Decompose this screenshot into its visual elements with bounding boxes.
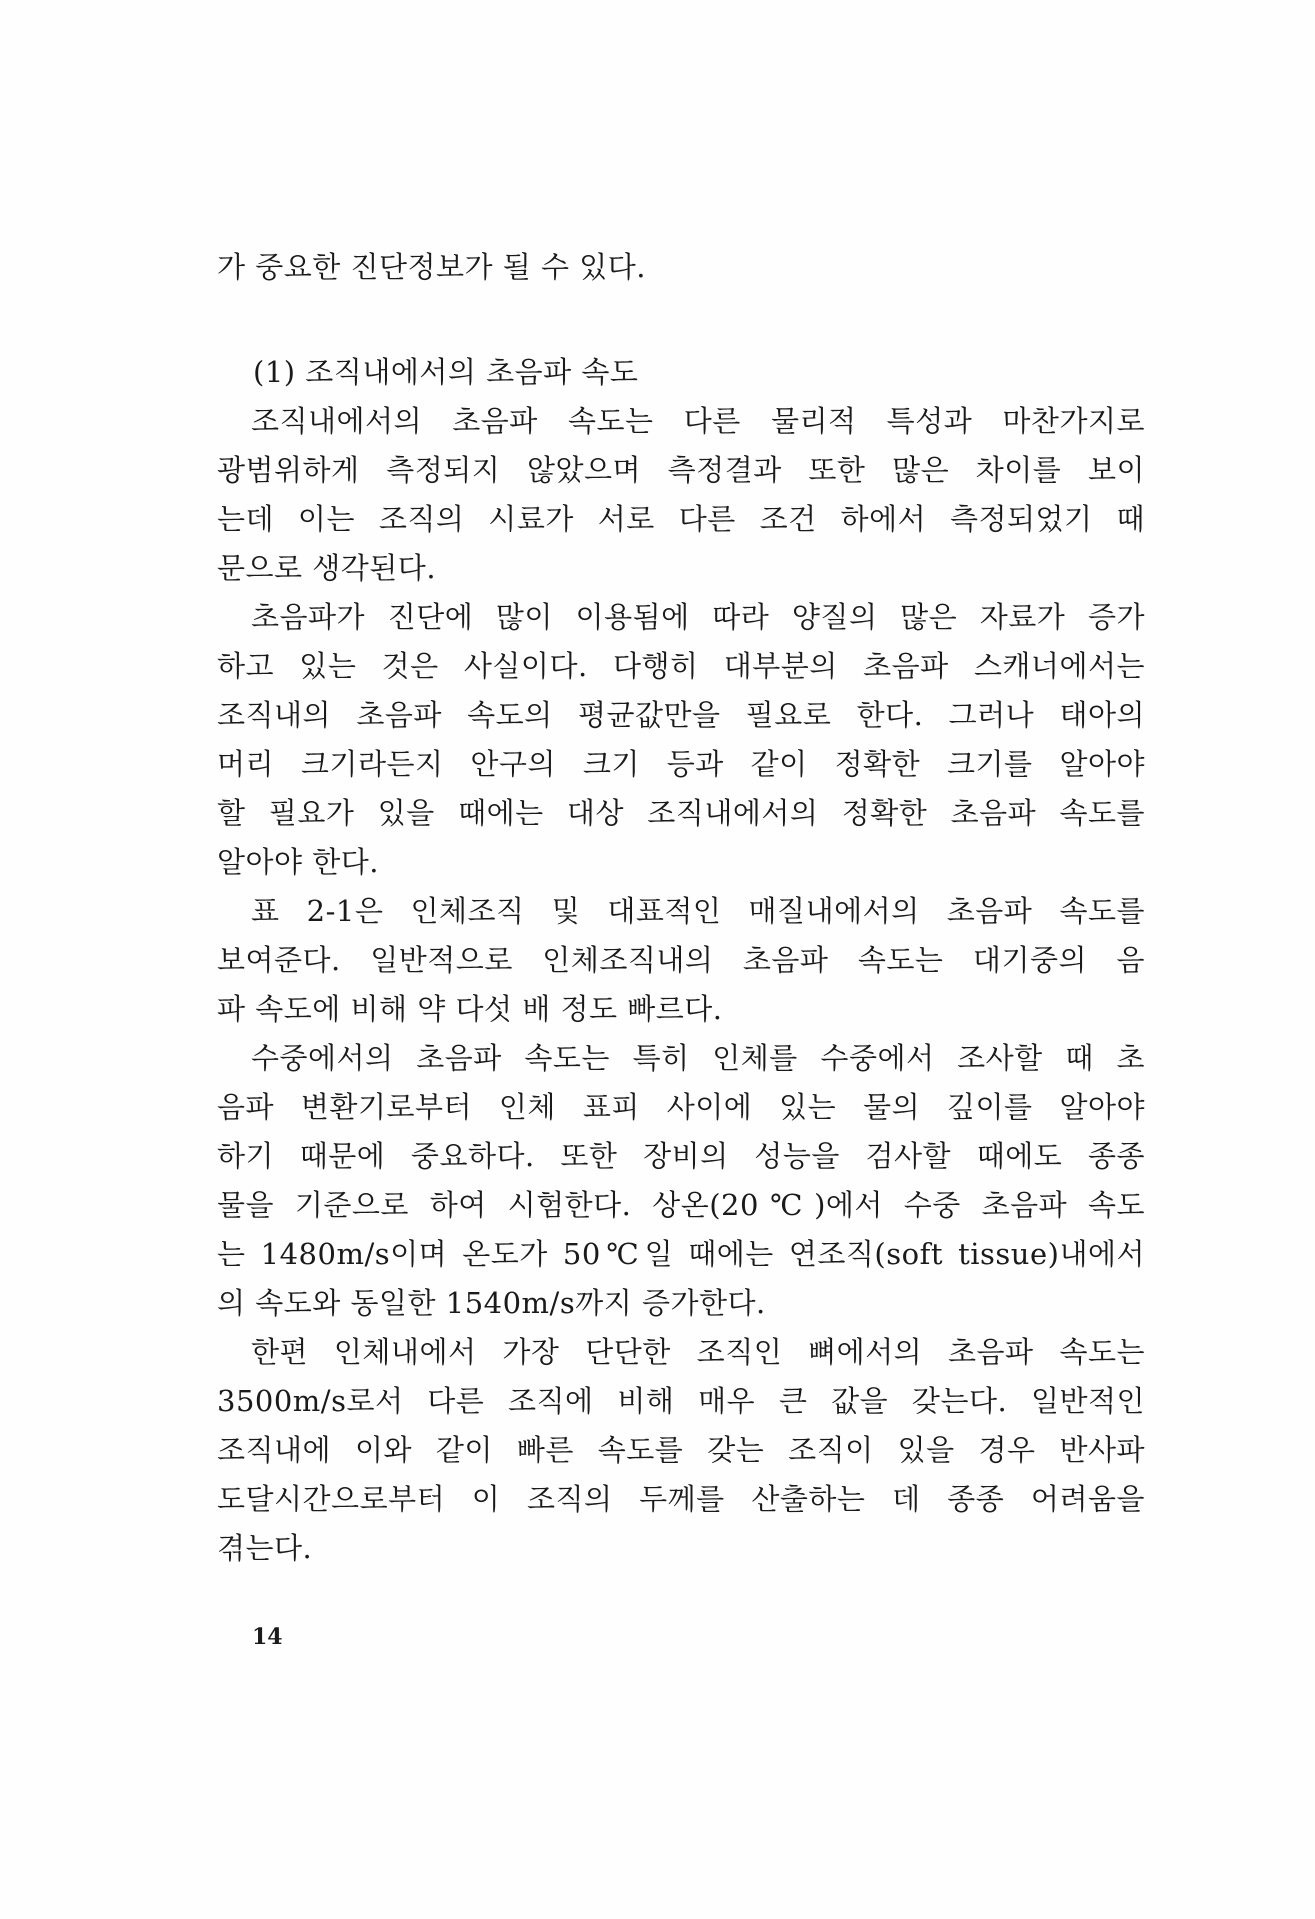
text-line: 조직내에 이와 같이 빠른 속도를 갖는 조직이 있을 경우 반사파 xyxy=(217,1433,1145,1467)
section-heading: (1) 조직내에서의 초음파 속도 xyxy=(253,355,639,389)
text-line: 도달시간으로부터 이 조직의 두께를 산출하는 데 종종 어려움을 xyxy=(217,1482,1145,1516)
text-line: 파 속도에 비해 약 다섯 배 정도 빠르다. xyxy=(217,992,723,1026)
page-number: 14 xyxy=(252,1624,283,1650)
text-line: 는데 이는 조직의 시료가 서로 다른 조건 하에서 측정되었기 때 xyxy=(217,502,1145,536)
text-line: 수중에서의 초음파 속도는 특히 인체를 수중에서 조사할 때 초 xyxy=(251,1041,1145,1075)
text-line: 머리 크기라든지 안구의 크기 등과 같이 정확한 크기를 알아야 xyxy=(217,747,1145,781)
body-text xyxy=(217,243,1145,1573)
text-line: 하고 있는 것은 사실이다. 다행히 대부분의 초음파 스캐너에서는 xyxy=(217,649,1145,683)
text-line: 문으로 생각된다. xyxy=(217,551,437,585)
text-line: 조직내에서의 초음파 속도는 다른 물리적 특성과 마찬가지로 xyxy=(251,404,1145,438)
text-line: 할 필요가 있을 때에는 대상 조직내에서의 정확한 초음파 속도를 xyxy=(217,796,1145,830)
text-line: 겪는다. xyxy=(217,1531,313,1565)
text-line: 알아야 한다. xyxy=(217,845,380,879)
text-line: 초음파가 진단에 많이 이용됨에 따라 양질의 많은 자료가 증가 xyxy=(251,600,1145,634)
text-line: 조직내의 초음파 속도의 평균값만을 필요로 한다. 그러나 태아의 xyxy=(217,698,1145,732)
text-line: 가 중요한 진단정보가 될 수 있다. xyxy=(217,250,646,284)
text-line: 하기 때문에 중요하다. 또한 장비의 성능을 검사할 때에도 종종 xyxy=(217,1139,1145,1173)
text-line: 는 1480m/s이며 온도가 50℃일 때에는 연조직(soft tissue)내에서 xyxy=(217,1237,1145,1271)
text-line: 3500m/s로서 다른 조직에 비해 매우 큰 값을 갖는다. 일반적인 xyxy=(217,1384,1145,1418)
text-line: 물을 기준으로 하여 시험한다. 상온(20℃)에서 수중 초음파 속도 xyxy=(217,1188,1145,1222)
text-line: 음파 변환기로부터 인체 표피 사이에 있는 물의 깊이를 알아야 xyxy=(217,1090,1145,1124)
text-line: 보여준다. 일반적으로 인체조직내의 초음파 속도는 대기중의 음 xyxy=(217,943,1145,977)
text-line: 표 2-1은 인체조직 및 대표적인 매질내에서의 초음파 속도를 xyxy=(251,894,1145,928)
text-line: 의 속도와 동일한 1540m/s까지 증가한다. xyxy=(217,1286,766,1320)
text-line: 광범위하게 측정되지 않았으며 측정결과 또한 많은 차이를 보이 xyxy=(217,453,1145,487)
text-line: 한편 인체내에서 가장 단단한 조직인 뼈에서의 초음파 속도는 xyxy=(251,1335,1145,1369)
